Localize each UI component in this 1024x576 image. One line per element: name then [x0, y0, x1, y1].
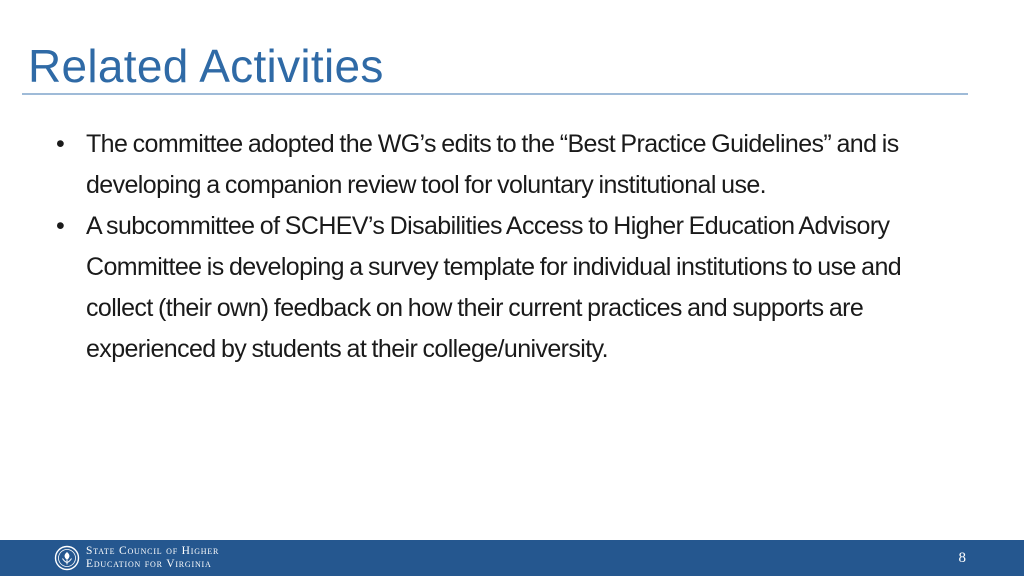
bullet-item [54, 124, 914, 206]
organization-name-line2: Education for Virginia [86, 558, 212, 570]
organization-name-line1: State Council of Higher [86, 545, 220, 557]
title-divider [22, 93, 968, 95]
bullet-text: The committee adopted the WG’s edits to the “Best Practice Guidelines” and is developing a companion review tool for voluntary institutional use. [86, 130, 899, 199]
bullet-marker: • [56, 212, 65, 240]
organization-name [86, 545, 306, 571]
schev-seal-icon [54, 545, 80, 571]
bullet-marker: • [56, 130, 65, 158]
bullet-text: A subcommittee of SCHEV’s Disabilities Access to Higher Education Advisory Committee is developing a survey template for individual institutions to use and collect (their own) feedback on how their current practices and supports are experienced by students at their college/university. [86, 212, 902, 363]
page-number: 8 [958, 550, 966, 566]
bullet-list [54, 124, 914, 370]
bullet-item [54, 206, 914, 370]
footer-bar [0, 540, 1024, 576]
slide-title: Related Activities [28, 40, 384, 92]
